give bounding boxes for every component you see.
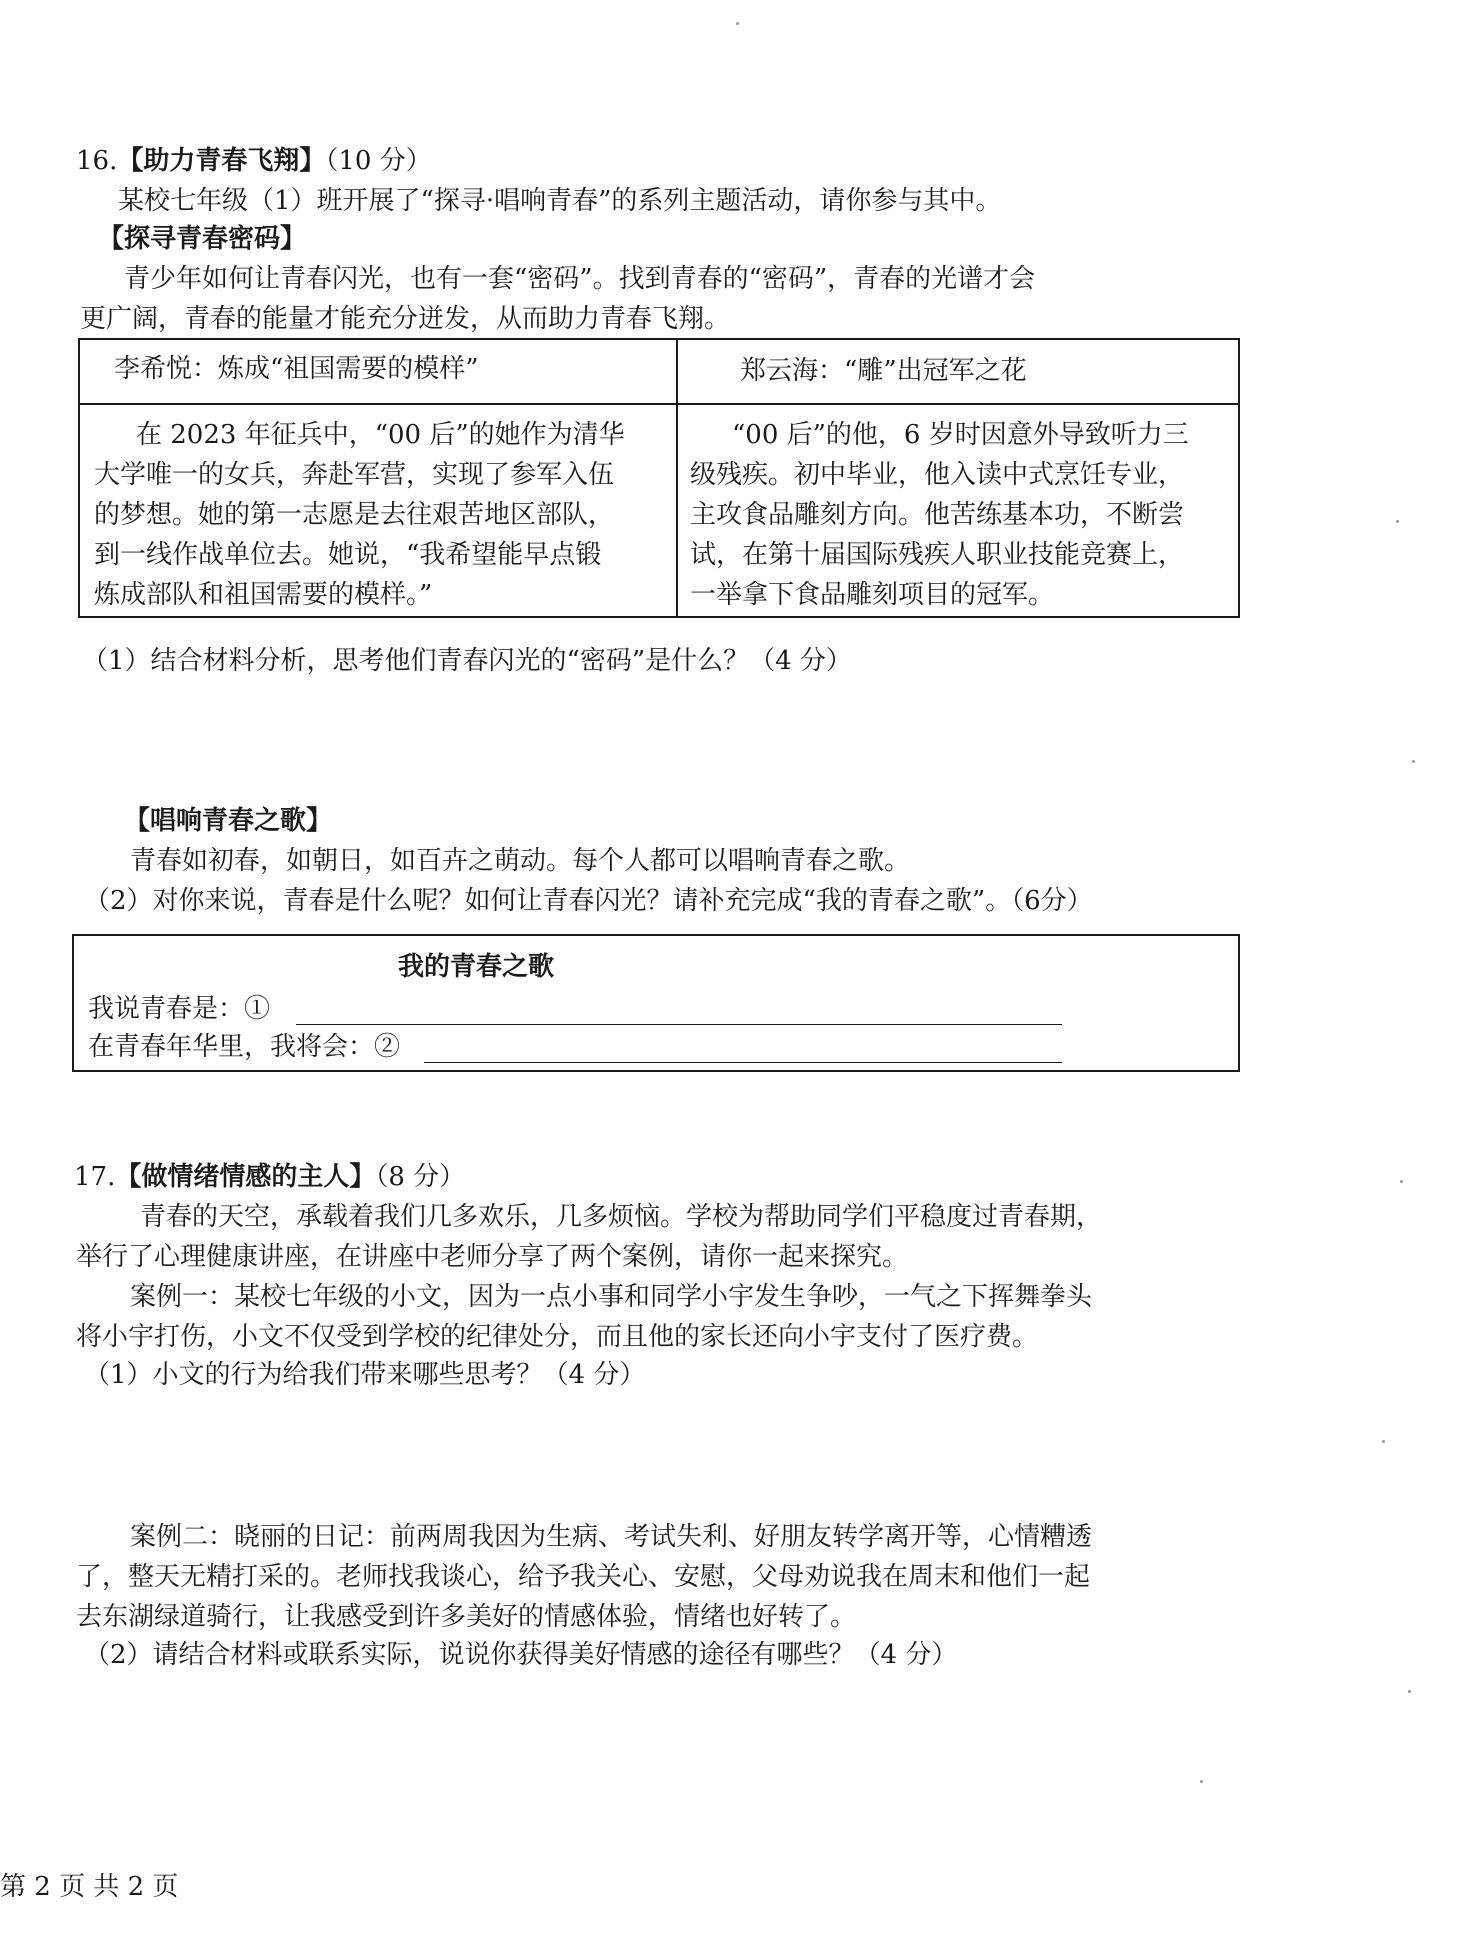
scan-speck	[1408, 1690, 1411, 1693]
table-header-divider	[80, 403, 1238, 405]
scan-speck	[1200, 1780, 1203, 1783]
q17-question-2: （2）请结合材料或联系实际，说说你获得美好情感的途径有哪些？（4 分）	[84, 1640, 958, 1670]
table-right-line: 级残疾。初中毕业，他入读中式烹饪专业，	[690, 460, 1185, 490]
table-left-line: 炼成部队和祖国需要的模样。”	[94, 580, 433, 610]
q17-case1-2: 将小宇打伤，小文不仅受到学校的纪律处分，而且他的家长还向小宇支付了医疗费。	[76, 1322, 1039, 1352]
q16-section1-text-1: 青少年如何让青春闪光，也有一套“密码”。找到青春的“密码”，青春的光谱才会	[124, 264, 1036, 294]
q17-heading	[74, 1160, 465, 1194]
q16-score: （10 分）	[325, 146, 432, 176]
q17-case2-1: 案例二：晓丽的日记：前两周我因为生病、考试失利、好朋友转学离开等，心情糟透	[130, 1522, 1093, 1552]
q17-number: 17.	[74, 1162, 116, 1192]
table-right-line: 一举拿下食品雕刻项目的冠军。	[690, 580, 1055, 610]
song-box-title: 我的青春之歌	[398, 952, 555, 982]
scan-speck	[1382, 1440, 1385, 1443]
scan-speck	[1400, 1180, 1403, 1183]
table-left-line: 在 2023 年征兵中，“00 后”的她作为清华	[136, 420, 625, 450]
material-table	[78, 338, 1240, 618]
q16-section2-text: 青春如初春，如朝日，如百卉之萌动。每个人都可以唱响青春之歌。	[130, 846, 911, 876]
q17-intro-2: 举行了心理健康讲座，在讲座中老师分享了两个案例，请你一起来探究。	[76, 1242, 909, 1272]
table-right-header: 郑云海：“雕”出冠军之花	[740, 356, 1027, 386]
q16-heading	[76, 144, 432, 178]
song-line2-label: 在青春年华里，我将会：②	[88, 1032, 401, 1062]
q17-case1-1: 案例一：某校七年级的小文，因为一点小事和同学小宇发生争吵，一气之下挥舞拳头	[130, 1282, 1093, 1312]
scan-speck	[1412, 760, 1415, 763]
page-footer: 第 2 页 共 2 页	[0, 1872, 179, 1902]
q16-section1-text-2: 更广阔，青春的能量才能充分迸发，从而助力青春飞翔。	[80, 304, 731, 334]
q17-intro-1: 青春的天空，承载着我们几多欢乐，几多烦恼。学校为帮助同学们平稳度过青春期，	[140, 1202, 1103, 1232]
q16-title: 【助力青春飞翔】	[117, 146, 326, 176]
q17-title: 【做情绪情感的主人】	[115, 1162, 376, 1192]
scan-speck	[736, 22, 739, 25]
q17-case2-2: 了，整天无精打采的。老师找我谈心，给予我关心、安慰，父母劝说我在周末和他们一起	[76, 1562, 1091, 1592]
q16-question-1: （1）结合材料分析，思考他们青春闪光的“密码”是什么？（4 分）	[82, 646, 852, 676]
q17-score: （8 分）	[375, 1162, 466, 1192]
song-line1-label: 我说青春是：①	[88, 994, 271, 1024]
table-right-line: 试，在第十届国际残疾人职业技能竞赛上，	[690, 540, 1185, 570]
table-left-line: 大学唯一的女兵，奔赴军营，实现了参军入伍	[94, 460, 615, 490]
song-box	[72, 934, 1240, 1072]
q16-section1-title: 【探寻青春密码】	[98, 224, 307, 254]
table-column-divider	[676, 340, 678, 616]
q16-section2-title: 【唱响青春之歌】	[124, 806, 333, 836]
table-left-header: 李希悦：炼成“祖国需要的模样”	[114, 354, 479, 384]
q16-number: 16.	[76, 146, 118, 176]
song-line1-answer-blank[interactable]	[296, 1024, 1062, 1025]
q16-intro: 某校七年级（1）班开展了“探寻·唱响青春”的系列主题活动，请你参与其中。	[118, 186, 1002, 216]
table-right-line: “00 后”的他，6 岁时因意外导致听力三	[732, 420, 1189, 450]
table-right-line: 主攻食品雕刻方向。他苦练基本功，不断尝	[690, 500, 1185, 530]
song-line2-answer-blank[interactable]	[424, 1062, 1062, 1063]
q17-question-1: （1）小文的行为给我们带来哪些思考？（4 分）	[84, 1360, 646, 1390]
q16-question-2: （2）对你来说，青春是什么呢？如何让青春闪光？请补充完成“我的青春之歌”。（6分）	[84, 886, 1093, 916]
table-left-line: 的梦想。她的第一志愿是去往艰苦地区部队，	[94, 500, 615, 530]
table-left-line: 到一线作战单位去。她说，“我希望能早点锻	[94, 540, 602, 570]
q17-case2-3: 去东湖绿道骑行，让我感受到许多美好的情感体验，情绪也好转了。	[76, 1602, 857, 1632]
scan-speck	[1396, 520, 1399, 523]
